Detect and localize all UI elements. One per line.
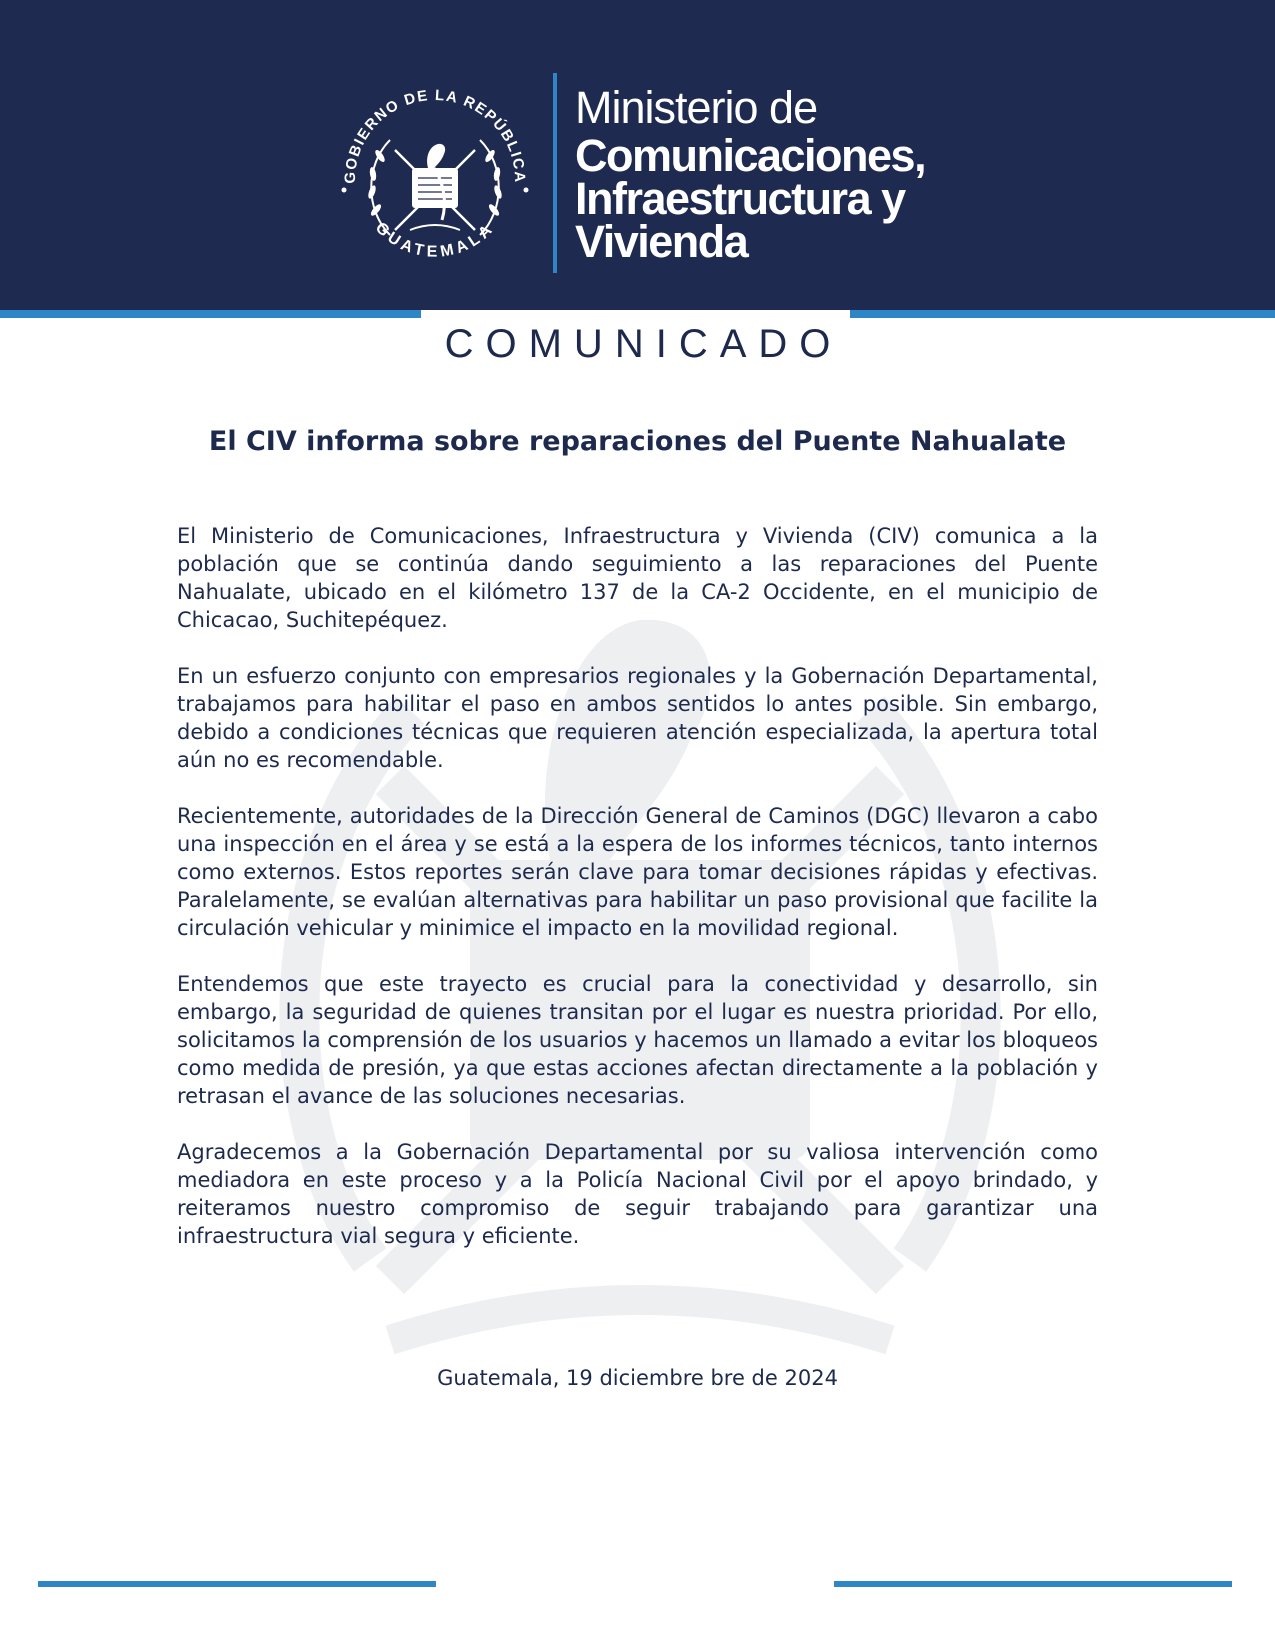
ministry-name [575,82,926,267]
ministry-line-3: Infraestructura y [575,173,905,224]
ministry-line-4: Vivienda [575,216,748,267]
paragraph: Entendemos que este trayecto es crucial para la conectividad y desarrollo, sin embargo, la seguridad de quienes transitan por el lugar es nuestra prioridad. Por ello, solicitamos la comprensión de los usuarios y hacemos un llamado a evitar los bloqueos como medida de presión, ya que estas acciones afectan directamente a la población y retrasan el avance de las soluciones necesarias. [177,972,1098,1108]
paragraph: Recientemente, autoridades de la Dirección General de Caminos (DGC) llevaron a cabo una inspección en el área y se está a la espera de los informes técnicos, tanto internos como externos. Estos reportes serán clave para tomar decisiones rápidas y efectivas. Paralelamente, se evalúan alternativas para habilitar un paso provisional que facilite la circulación vehicular y minimice el impacto en la movilidad regional. [177,804,1098,940]
ministry-line-1: Ministerio de [575,82,818,133]
coat-of-arms-seal-icon [330,70,540,280]
paragraph: El Ministerio de Comunicaciones, Infraestructura y Vivienda (CIV) comunica a la población que se continúa dando seguimiento a las reparaciones del Puente Nahualate, ubicado en el kilómetro 137 de la CA-2 Occidente, en el municipio de Chicacao, Suchitepéquez. [177,524,1098,632]
ministry-line-2: Comunicaciones, [575,130,926,181]
seal-top-text: GOBIERNO DE LA REPÚBLICA [341,86,529,184]
seal-bottom-text: GUATEMALA [371,219,499,261]
document-date: Guatemala, 19 diciembre bre de 2024 [437,1366,838,1390]
paragraph: En un esfuerzo conjunto con empresarios regionales y la Gobernación Departamental, trabajamos para habilitar el paso en ambos sentidos lo antes posible. Sin embargo, debido a condiciones técnicas que requieren atención especializada, la apertura total aún no es recomendable. [177,664,1098,772]
footer-accent-line-right [834,1581,1232,1587]
header-accent-line-left [0,310,421,318]
footer-accent-line-left [38,1581,436,1587]
header-banner [0,0,1275,310]
comunicado-heading: COMUNICADO [444,322,843,366]
header-accent-line-right [850,310,1275,318]
document-body [177,522,1098,1278]
document-title: El CIV informa sobre reparaciones del Puente Nahualate [208,426,1067,457]
paragraph: Agradecemos a la Gobernación Departamental por su valiosa intervención como mediadora en este proceso y a la Policía Nacional Civil por el apoyo brindado, y reiteramos nuestro compromiso de seguir trabajando para garantizar una infraestructura vial segura y eficiente. [177,1140,1098,1248]
header-divider [553,73,557,273]
